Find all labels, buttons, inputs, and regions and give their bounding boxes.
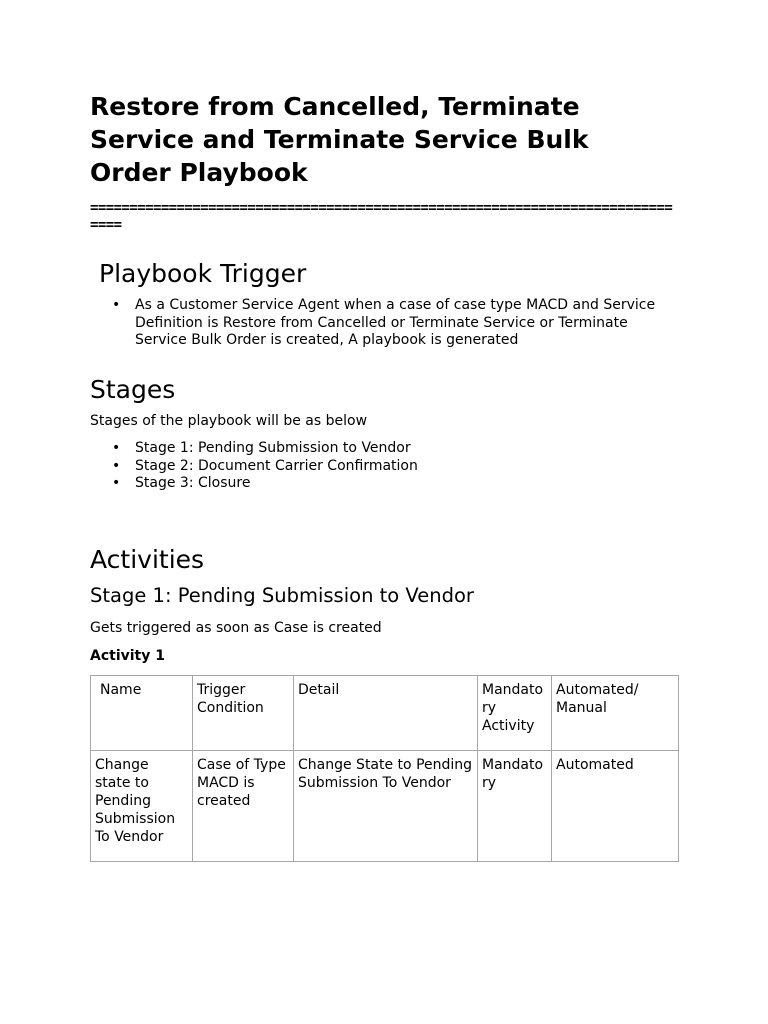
table-header-cell: Automated/ Manual: [552, 676, 679, 751]
trigger-bullet-list: [90, 297, 680, 350]
table-cell: Mandatory: [478, 751, 552, 862]
stage-bullet-list: [90, 440, 418, 493]
trigger-bullet-text: As a Customer Service Agent when a case of case type MACD and Service Definition is Restore from Cancelled or Terminate Service or Terminate Service Bulk Order is created, A playbook is generated: [135, 297, 656, 348]
list-item: [90, 475, 418, 493]
table-row: [91, 751, 679, 862]
stage1-heading: Stage 1: Pending Submission to Vendor: [90, 584, 474, 607]
table-header-row: [91, 676, 679, 751]
activity-table: [90, 675, 679, 862]
stage-item-text: Stage 2: Document Carrier Confirmation: [135, 457, 418, 474]
table-cell: Case of Type MACD is created: [193, 751, 294, 862]
stages-heading: Stages: [90, 375, 176, 404]
activity-label: Activity 1: [90, 648, 165, 664]
table-header-cell: Name: [91, 676, 193, 751]
stages-intro-text: Stages of the playbook will be as below: [90, 413, 368, 429]
table-header-cell: Mandatory Activity: [478, 676, 552, 751]
document-title: Restore from Cancelled, Terminate Service and Terminate Service Bulk Order Playbook: [90, 92, 589, 187]
bullet-icon: •: [112, 297, 121, 313]
table-header-cell: Detail: [294, 676, 478, 751]
title-divider: ==============================================================================: [90, 200, 673, 233]
table-cell: Change State to Pending Submission To Vendor: [294, 751, 478, 862]
list-item: [90, 440, 418, 458]
bullet-icon: •: [112, 457, 121, 474]
activities-heading: Activities: [90, 545, 205, 574]
bullet-icon: •: [112, 440, 121, 456]
table-header-cell: Trigger Condition: [193, 676, 294, 751]
bullet-icon: •: [112, 475, 121, 491]
list-item: [90, 297, 680, 350]
stage1-description: Gets triggered as soon as Case is created: [90, 620, 382, 636]
list-item: [90, 458, 418, 476]
stage-item-text: Stage 1: Pending Submission to Vendor: [135, 440, 411, 456]
playbook-trigger-heading: Playbook Trigger: [99, 259, 307, 288]
stage-item-text: Stage 3: Closure: [135, 475, 251, 491]
table-cell: Automated: [552, 751, 679, 862]
table-cell: Change state to Pending Submission To Vendor: [91, 751, 193, 862]
